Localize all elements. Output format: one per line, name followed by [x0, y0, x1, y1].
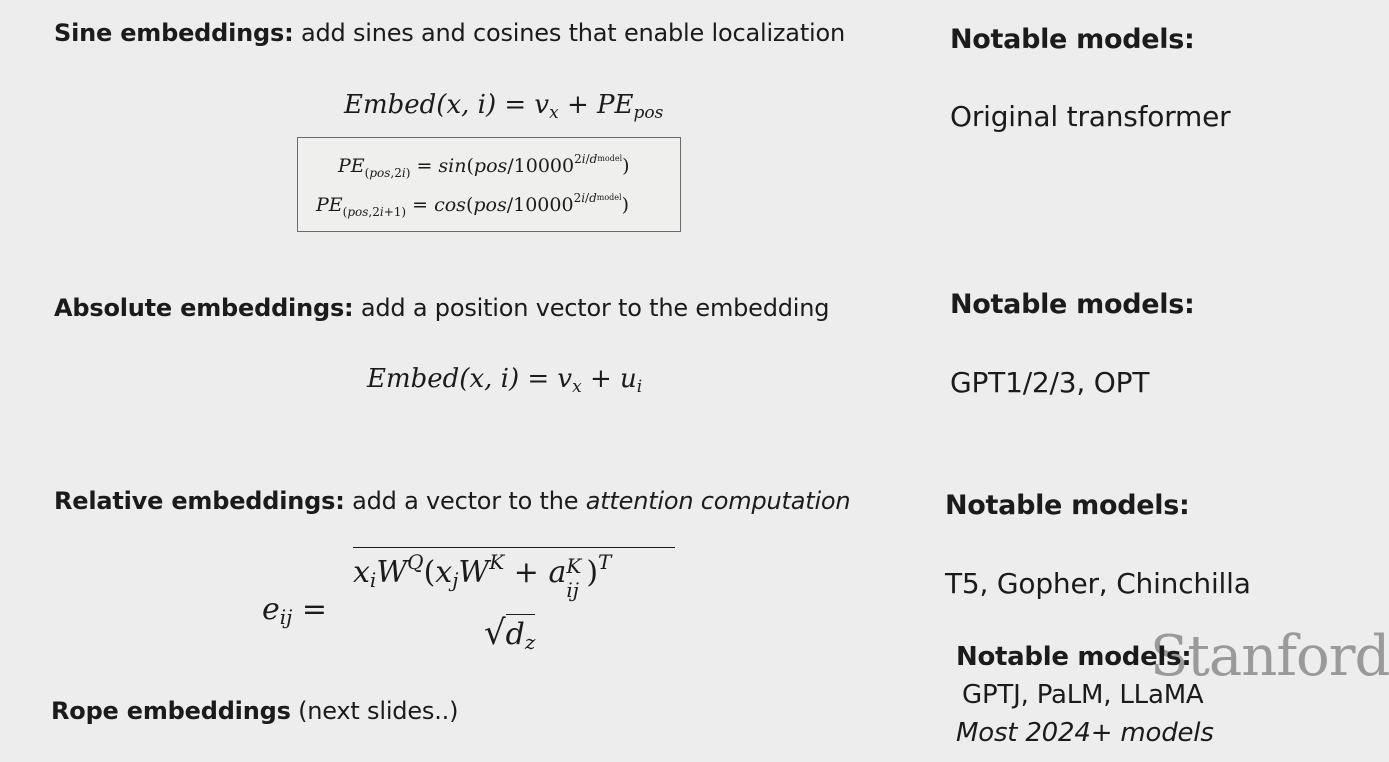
absolute-heading-rest: add a position vector to the embedding	[353, 294, 830, 322]
rope-notable-models: GPTJ, PaLM, LLaMA	[962, 680, 1204, 710]
pe-sin-formula: $PE_{(pos,2i)} = \sin(pos/10000^{2i/dmodel})$	[338, 152, 630, 180]
relative-notable-label: Notable models:	[945, 490, 1190, 521]
relative-embeddings-heading	[54, 487, 850, 515]
sine-heading-bold: Sine embeddings:	[54, 19, 294, 47]
rope-embeddings-heading	[51, 697, 458, 725]
rope-notable-label: Notable models:	[956, 642, 1192, 672]
sine-embeddings-heading	[54, 19, 845, 47]
relative-numerator: $x_iW^Q(x_jW^K + a$ K ij )$^T$	[353, 550, 612, 602]
absolute-heading-bold: Absolute embeddings:	[54, 294, 354, 322]
sine-heading-rest: add sines and cosines that enable localization	[293, 19, 845, 47]
positional-encoding-formula-box	[297, 137, 681, 232]
absolute-embeddings-heading	[54, 294, 829, 322]
relative-heading-bold: Relative embeddings:	[54, 487, 345, 515]
relative-eij-lhs: $e_{ij}$ =	[262, 592, 328, 629]
relative-fraction-bar	[353, 547, 675, 548]
rope-notable-models-italic: Most 2024+ models	[956, 718, 1214, 748]
rope-heading-bold: Rope embeddings	[51, 697, 291, 725]
relative-denominator: $√d_z$	[484, 613, 536, 654]
absolute-notable-models: GPT1/2/3, OPT	[950, 366, 1150, 399]
absolute-embed-equation: Embed(x, $i) = v_x + u_i$	[367, 364, 643, 397]
relative-heading-italic: attention computation	[585, 487, 851, 515]
rope-heading-rest: (next slides..)	[290, 697, 459, 725]
sine-embed-equation: Embed(x, $i) = v_x + PE_{pos}$	[344, 90, 664, 123]
relative-heading-rest: add a vector to the	[344, 487, 586, 515]
stanford-watermark: Stanford	[1150, 624, 1389, 689]
relative-notable-models: T5, Gopher, Chinchilla	[945, 567, 1251, 600]
pe-cos-formula: $PE_{(pos,2i+1)} = \cos(pos/10000^{2i/dmodel})$	[316, 191, 630, 219]
sine-notable-models: Original transformer	[950, 100, 1231, 133]
sine-notable-label: Notable models:	[950, 24, 1195, 55]
absolute-notable-label: Notable models:	[950, 289, 1195, 320]
